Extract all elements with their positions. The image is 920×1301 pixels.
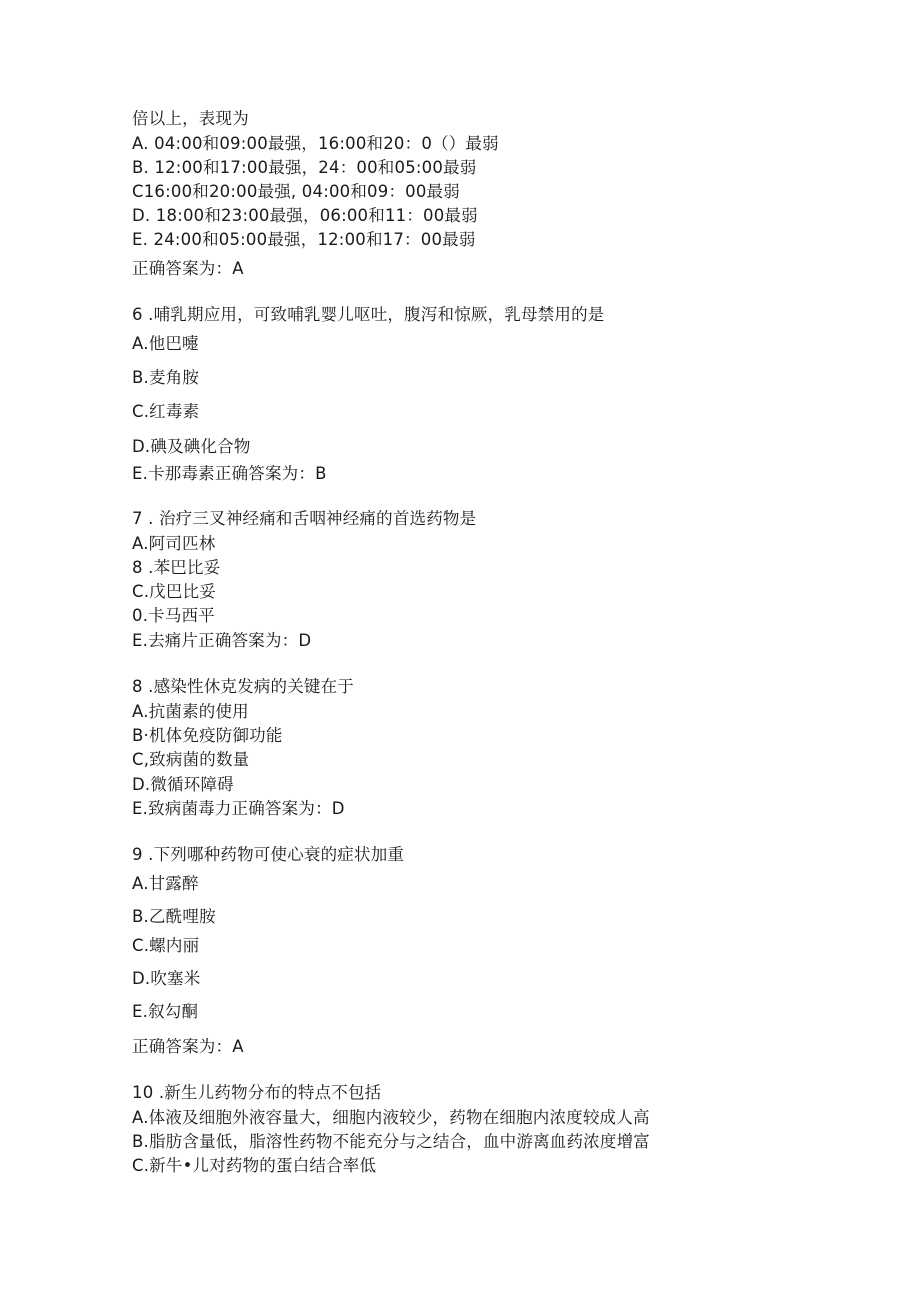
option-b: B·机体免疫防御功能: [132, 726, 283, 745]
option-d: D.碘及碘化合物: [132, 437, 251, 456]
option-c: C.螺内丽: [132, 936, 200, 955]
option-e-with-answer: E.去痛片正确答案为：D: [132, 631, 312, 650]
option-a: A.抗菌素的使用: [132, 702, 249, 721]
option-a: A. 04:00和09:00最强，16:00和20：0（）最弱: [132, 134, 499, 153]
option-d: D.吹塞米: [132, 969, 201, 988]
option-b: B.乙酰哩胺: [132, 907, 216, 926]
option-b: B.麦角胺: [132, 368, 200, 387]
question-8-stem: 8 .感染性休克发病的关键在于: [132, 677, 354, 696]
option-b: B. 12:00和17:00最强，24：00和05:00最弱: [132, 158, 477, 177]
option-e-with-answer: E.卡那毒素正确答案为：B: [132, 464, 327, 483]
option-c: C.新牛•儿对药物的蛋白结合率低: [132, 1156, 377, 1175]
question-10-stem: 10 .新生儿药物分布的特点不包括: [132, 1083, 382, 1102]
option-e: E. 24:00和05:00最强，12:00和17：00最弱: [132, 230, 476, 249]
option-b: 8 .苯巴比妥: [132, 558, 221, 577]
option-e-with-answer: E.致病菌毒力正确答案为：D: [132, 799, 345, 818]
option-b: B.脂肪含量低，脂溶性药物不能充分与之结合，血中游离血药浓度增富: [132, 1132, 650, 1151]
option-c: C.红毒素: [132, 402, 200, 421]
question-9-stem: 9 .下列哪种药物可使心衰的症状加重: [132, 845, 405, 864]
option-e: E.叙勾酮: [132, 1002, 199, 1021]
answer-line: 正确答案为：A: [132, 1037, 244, 1056]
option-d: D.微循环障碍: [132, 775, 234, 794]
option-d: D. 18:00和23:00最强，06:00和11：00最弱: [132, 206, 478, 225]
question-stem-continued: 倍以上，表现为: [132, 109, 249, 128]
answer-line: 正确答案为：A: [132, 259, 244, 278]
option-d: 0.卡马西平: [132, 606, 215, 625]
option-c: C.戊巴比妥: [132, 582, 216, 601]
option-a: A.他巴嚏: [132, 334, 199, 353]
option-c: C16:00和20:00最强, 04:00和09：00最弱: [132, 182, 460, 201]
question-7-stem: 7 . 治疗三叉神经痛和舌咽神经痛的首选药物是: [132, 509, 477, 528]
option-a: A.阿司匹林: [132, 534, 216, 553]
option-a: A.体液及细胞外液容量大，细胞内液较少，药物在细胞内浓度较成人高: [132, 1108, 650, 1127]
question-6-stem: 6 .哺乳期应用，可致哺乳婴儿呕吐，腹泻和惊厥，乳母禁用的是: [132, 305, 605, 324]
option-a: A.甘露醉: [132, 874, 199, 893]
option-c: C,致病菌的数量: [132, 750, 250, 769]
